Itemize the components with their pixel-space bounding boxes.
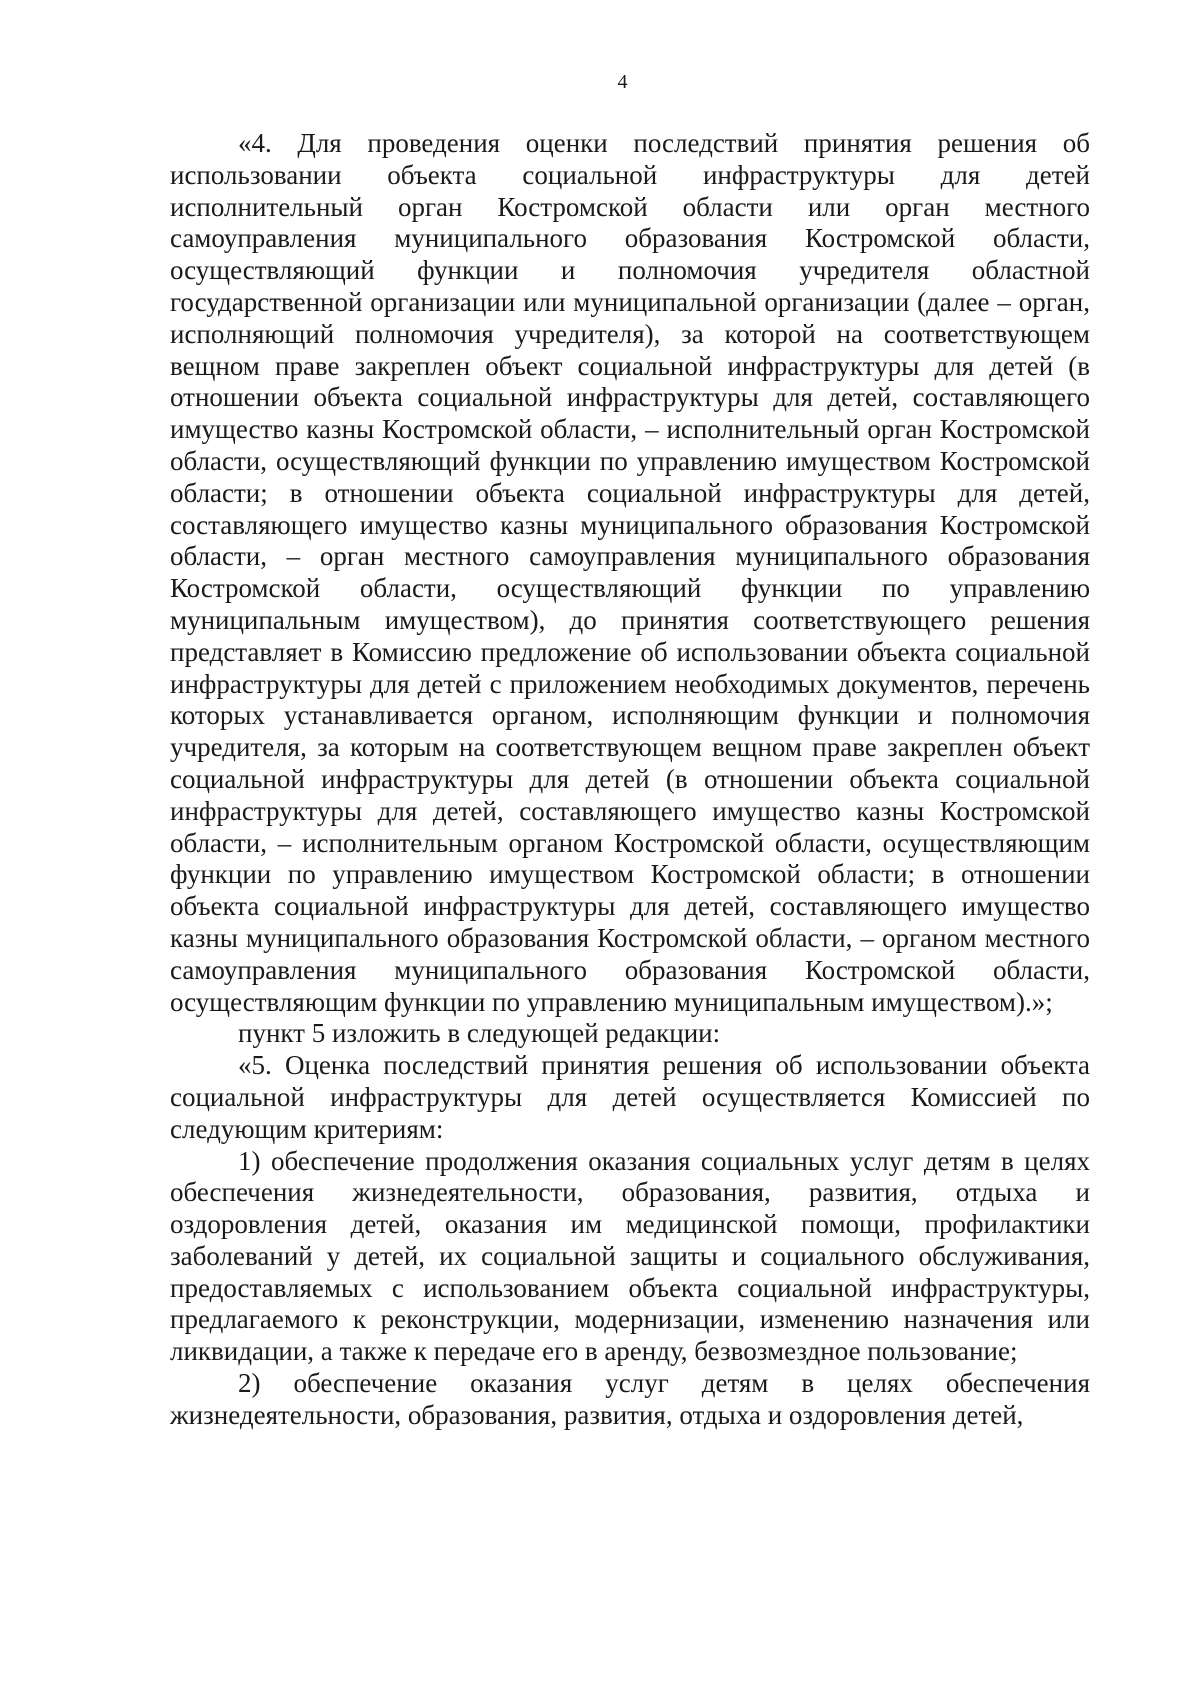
paragraph-criterion-1: 1) обеспечение продолжения оказания социальных услуг детям в целях обеспечения жизнедеятельности, образования, развития, отдыха и оздоровления детей, оказания им медицинской помощи, профилактики заболеваний у детей, их социальной защиты и социального обслуживания, предоставляемых с использованием объекта социальной инфраструктуры, предлагаемого к реконструкции, модернизации, изменению назначения или ликвидации, а также к передаче его в аренду, безвозмездное пользование; bbox=[170, 1145, 1090, 1367]
paragraph-item-4: «4. Для проведения оценки последствий принятия решения об использовании объекта социальной инфраструктуры для детей исполнительный орган Костромской области или орган местного самоуправления муниципального образования Костромской области, осуществляющий функции и полномочия учредителя областной государственной организации или муниципальной организации (далее – орган, исполняющий полномочия учредителя), за которой на соответствующем вещном праве закреплен объект социальной инфраструктуры для детей (в отношении объекта социальной инфраструктуры для детей, составляющего имущество казны Костромской области, – исполнительный орган Костромской области, осуществляющий функции по управлению имуществом Костромской области; в отношении объекта социальной инфраструктуры для детей, составляющего имущество казны муниципального образования Костромской области, – орган местного самоуправления муниципального образования Костромской области, осуществляющий функции по управлению муниципальным имуществом), до принятия соответствующего решения представляет в Комиссию предложение об использовании объекта социальной инфраструктуры для детей с приложением необходимых документов, перечень которых устанавливается органом, исполняющим функции и полномочия учредителя, за которым на соответствующем вещном праве закреплен объект социальной инфраструктуры для детей (в отношении объекта социальной инфраструктуры для детей, составляющего имущество казны Костромской области, – исполнительным органом Костромской области, осуществляющим функции по управлению имуществом Костромской области; в отношении объекта социальной инфраструктуры для детей, составляющего имущество казны муниципального образования Костромской области, – органом местного самоуправления муниципального образования Костромской области, осуществляющим функции по управлению муниципальным имуществом).»; bbox=[170, 128, 1090, 1017]
paragraph-item-5: «5. Оценка последствий принятия решения об использовании объекта социальной инфраструктуры для детей осуществляется Комиссией по следующим критериям: bbox=[170, 1050, 1090, 1144]
paragraph-amend-item-5: пункт 5 изложить в следующей редакции: bbox=[238, 1018, 721, 1049]
paragraph-criterion-2: 2) обеспечение оказания услуг детям в целях обеспечения жизнедеятельности, образования, развития, отдыха и оздоровления детей, bbox=[170, 1368, 1090, 1430]
page-number: 4 bbox=[617, 71, 628, 93]
document-body bbox=[170, 128, 1090, 1432]
